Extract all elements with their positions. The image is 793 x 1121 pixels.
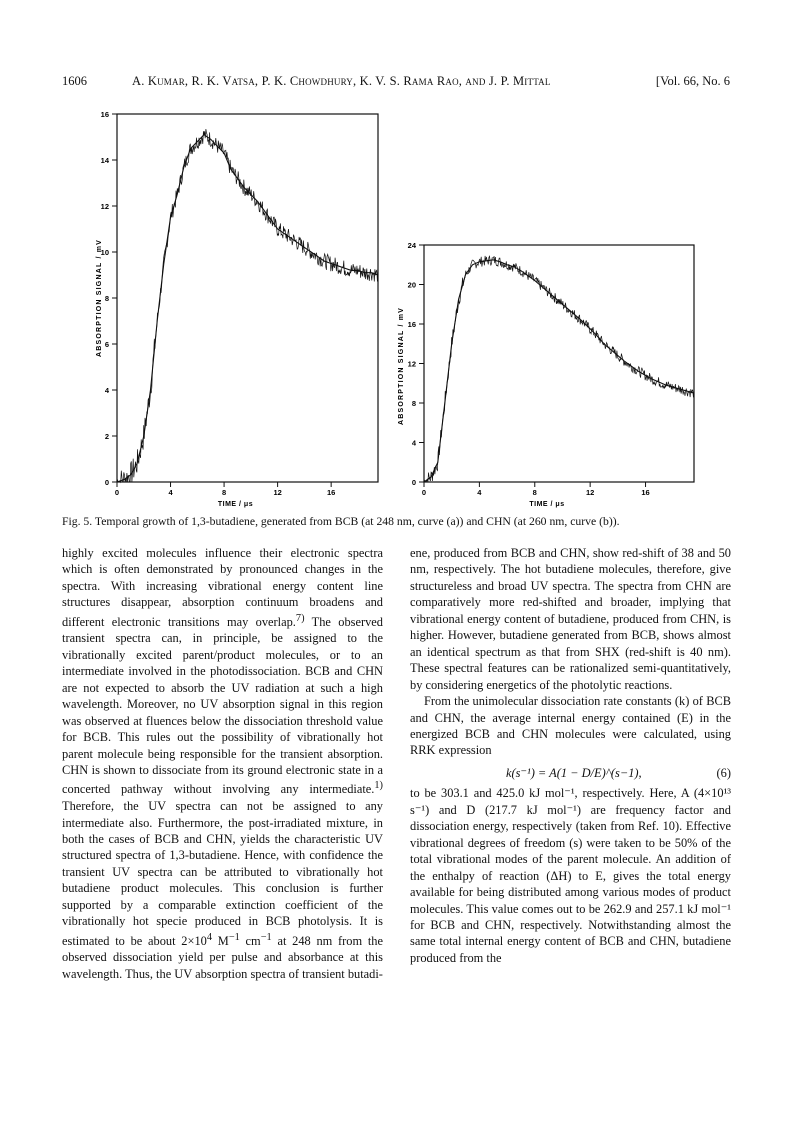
y-tick-label: 12 [100,202,109,211]
x-axis-label: TIME / μs [529,501,565,508]
y-tick-label: 8 [104,294,109,303]
paragraph: ene, produced from BCB and CHN, show red-shift of 38 and 50 nm, respectively. The hot butadiene molecules, therefore, give structureless and broad UV spectra. The spectra from CHN are comparatively more red-shifted and broader, implying that vibrational energy content of butadiene, produced from CHN, is higher. However, butadiene generated from BCB, shows almost an identical spectrum as that from SHX (red-shift is 40 nm). These spectral features can be rationalized semi-quantitatively, by considering energetics of the photolytic reactions. [410,546,731,692]
x-tick-label: 8 [221,488,227,497]
plot-frame [117,114,378,482]
x-tick-label: 4 [168,488,173,497]
y-tick-label: 4 [104,386,109,395]
plot-frame [424,245,694,482]
volume-info: [Vol. 66, No. 6 [655,74,730,88]
figure-5 [0,0,793,512]
y-tick-label: 4 [411,438,416,448]
reference-marker: 1) [374,780,383,792]
author-line: A. Kumar, R. K. Vatsa, P. K. Chowdhury, K. V. S. Rama Rao, and J. P. Mittal [132,74,551,88]
equation-6 [410,765,731,781]
page-number: 1606 [62,74,87,88]
y-tick-label: 16 [100,110,109,119]
chart-panel-a [96,110,378,508]
paragraph: to be 303.1 and 425.0 kJ mol⁻¹, respectively. Here, A (4×10¹³ s⁻¹) and D (217.7 kJ mol⁻¹) are frequency factor and dissociation energy, respectively (taken from Ref. 10). Effective vibrational degrees of freedom (s) were taken to be 50% of the total vibrational modes of the parent molecule. An addition of the enthalpy of reaction (ΔH) to E, gives the total energy available for being distributed among various modes of product molecules. This value comes out to be 262.9 and 257.1 kJ mol⁻¹ for BCB and CHN, respectively. Notwithstanding almost the same total internal energy content of BCB and CHN, butadiene produced from the [410,786,731,965]
y-tick-label: 16 [407,320,416,329]
left-text-column [62,545,383,982]
y-tick-label: 8 [411,399,416,408]
reference-marker: 7) [295,612,305,624]
x-tick-label: 16 [326,488,336,497]
y-tick-label: 14 [100,156,109,165]
right-text-column [410,545,731,966]
x-tick-label: 12 [273,488,282,497]
data-series-noise [117,129,378,482]
y-tick-label: 2 [104,432,109,441]
x-tick-label: 16 [641,488,650,497]
y-axis-label: ABSORPTION SIGNAL / mV [398,306,405,426]
x-tick-label: 8 [532,488,537,497]
equation-text: k(s⁻¹) = A(1 − D/E)^(s−1), [506,765,642,780]
y-tick-label: 0 [411,478,416,487]
data-series-line [117,135,378,482]
data-series-noise [424,256,694,482]
x-tick-label: 0 [421,488,427,497]
paragraph: From the unimolecular dissociation rate constants (k) of BCB and CHN, the average internal energy contained (E) in the energized BCB and CHN molecules were calculated, using RRK expression [410,694,731,758]
data-series-line [424,260,694,482]
x-tick-label: 12 [585,488,595,497]
y-tick-label: 20 [407,280,416,290]
equation-number: (6) [716,765,731,780]
y-tick-label: 10 [100,248,109,257]
y-tick-label: 6 [104,340,109,349]
chart-panel-b [398,241,694,508]
y-tick-label: 24 [407,241,416,250]
y-tick-label: 12 [407,359,416,369]
y-tick-label: 0 [104,478,109,487]
x-tick-label: 4 [477,488,482,497]
paragraph: highly excited molecules influence their electronic spectra which is often demonstrated by pronounced changes in the spectra. With increasing vibrational energy content line structures disappear, absorption continuum broadens and different electronic transitions may overlap.$^{7)}$ The observed transient spectra can, in principle, be assigned to the vibrationally excited parent/product molecules, or to an intermediate involved in the photodissociation. BCB and CHN are not expected to absorb the UV radiation at such a high wavelength. Moreover, no UV absorption signal in this region was observed at fluences below the dissociation threshold value for BCB. This rules out the possibility of vibrationally hot parent molecule being responsible for the transient absorption. CHN is shown to dissociate from its ground electronic state in a concerted pathway without involving any intermediate.$^{1)}$ Therefore, the UV spectra can not be assigned to any intermediate also. Furthermore, the post-irradiated mixture, in both the cases of BCB and CHN, yields the characteristic UV structured spectra of 1,3-butadiene. Hence, with confidence the transient UV spectra can be attributed to vibrationally hot butadiene product molecules. This conclusion is further supported by a comparable extinction coefficient of the vibrationally hot specie produced in BCB photolysis. It is estimated to be about $2\times 10^4$ $M^{-1}$ $cm^{-1}$ at 248 nm from the observed dissociation yield per pulse and absorbance at this wavelength. Thus, the UV absorption spectra of transient butadi- [62,546,383,981]
y-axis-label: ABSORPTION SIGNAL / mV [96,238,103,358]
figure-caption: Fig. 5. Temporal growth of 1,3-butadiene, generated from BCB (at 248 nm, curve (a)) and CHN (at 260 nm, curve (b)). [62,515,620,528]
x-tick-label: 0 [114,488,120,497]
x-axis-label: TIME / μs [217,501,254,508]
